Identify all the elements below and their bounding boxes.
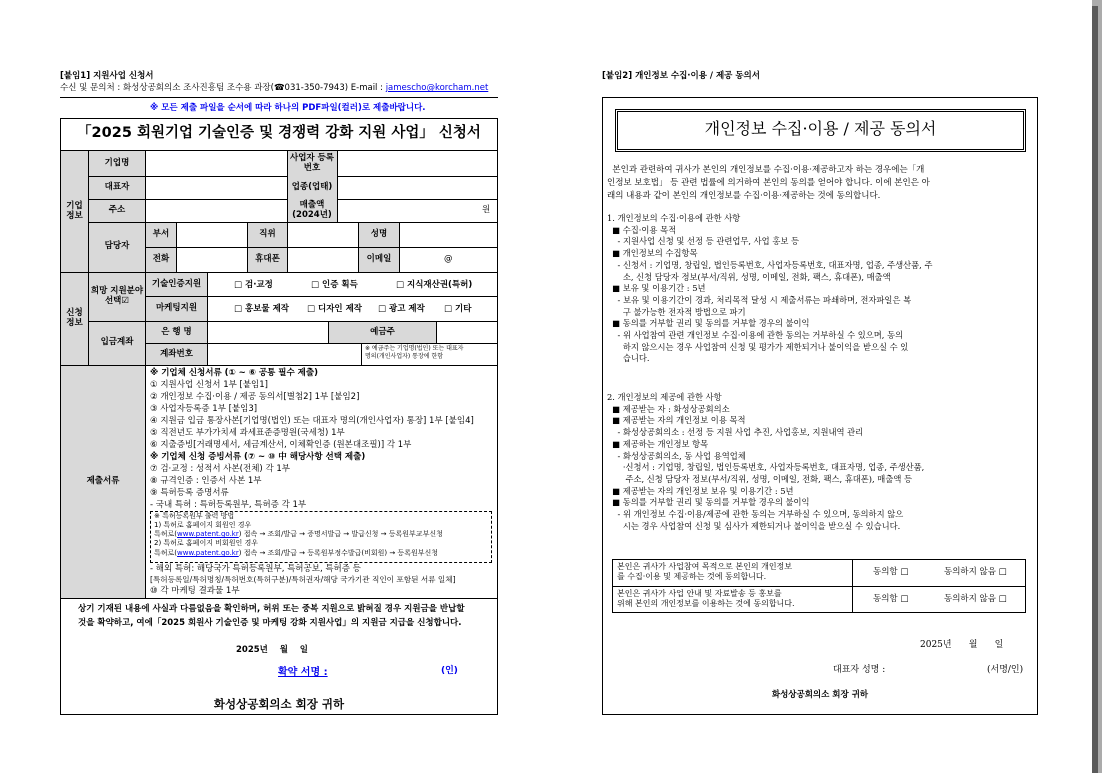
docs-label: 제출서류 [61, 366, 145, 598]
bank-label: 은 행 명 [146, 322, 207, 343]
patent-flow-member: 특허로(www.patent.go.kr) 접속 → 조회/발급 → 증명서발급 → 발급신청 → 등록원부교부신청 [154, 530, 443, 538]
doc-item: ② 개인정보 수집·이용 / 제공 동의서[별첨2] 1부 [붙임2] [150, 392, 360, 402]
section-line: - 화성상공회의소 : 선정 등 지원 사업 추진, 사업홍보, 지원내역 관리 [607, 427, 864, 438]
biz-no-label: 사업자 등록번호 [287, 151, 337, 176]
intro-line: 인정보 보호법」 등 관련 법률에 의거하여 본인의 동의를 얻어야 합니다. 이에 본인은 아 [607, 178, 930, 188]
section-line: ■ 수집·이용 목적 [607, 224, 677, 235]
phone-field[interactable] [177, 248, 247, 272]
patent-flow-guest: 특허로(www.patent.go.kr) 접속 → 조회/발급 → 등록원부정수발급(비회원) → 등록원부신청 [154, 549, 438, 557]
docs-proof-head: ※ 기업체 신청 증빙서류 (⑦ ~ ⑩ 中 해당사항 선택 제출) [150, 452, 366, 462]
account-no-label: 계좌번호 [146, 344, 207, 365]
opt-promo[interactable]: □ 홍보물 제작 [234, 304, 290, 314]
doc-item: ⑤ 직전년도 부가가치세 과세표준증명원(국세청) 1부 [150, 428, 345, 438]
divider [60, 97, 498, 98]
disagree-checkbox-2[interactable]: 동의하지 않음 □ [944, 594, 1007, 604]
section-heading: 2. 개인정보의 제공에 관한 사항 [607, 392, 722, 402]
doc-item: [특허등록일/특허명칭/특허번호(특허구분)/특허권자/해당 국가기관 직인이 포함된 서류 일체] [150, 575, 456, 584]
account-label: 입금계좌 [89, 321, 145, 365]
opt-design[interactable]: □ 디자인 제작 [307, 304, 363, 314]
holder-label: 예금주 [329, 322, 436, 343]
section-line: - 위 사업참여 관련 개인정보 수집·이용에 관한 동의는 거부하실 수 있으며, 동의 [607, 330, 904, 340]
position-label: 직위 [248, 223, 287, 247]
sign-label: 확약 서명 : [278, 667, 328, 678]
industry-label: 업종(업태) [287, 176, 337, 199]
doc-item: ⑦ 검·교정 : 성적서 사본(전체) 각 1부 [150, 464, 290, 474]
right-date: 2025년 월 일 [920, 640, 1004, 650]
section-line: ·신청서 : 기업명, 창립일, 법인등록번호, 사업자등록번호, 대표자명, 업종, 주생산품, [607, 462, 925, 473]
section-line: ■ 제공받는 자의 개인정보 보유 및 이용기간 : 5년 [607, 485, 794, 496]
disagree-checkbox-1[interactable]: 동의하지 않음 □ [944, 567, 1007, 577]
biz-no-field[interactable] [338, 152, 497, 175]
section-line: 구 불가능한 전자적 방법으로 파기 [607, 306, 746, 317]
opt-calibration[interactable]: □ 검·교정 [234, 280, 273, 290]
doc-item: ① 지원사업 신청서 1부 [붙임1] [150, 380, 268, 390]
sales-field[interactable] [338, 200, 478, 221]
sign-seal-mark: (서명/인) [987, 665, 1024, 675]
account-note: ※ 예금주는 기업명(법인) 또는 대표자 명의(개인사업자) 통장에 한함 [365, 345, 464, 361]
form-title: 「2025 회원기업 기술인증 및 경쟁력 강화 지원 사업」 신청서 [77, 125, 481, 141]
consent-statement-2: 본인은 귀사가 사업 안내 및 자료발송 등 홍보를 위해 본인의 개인정보를 이용하는 것에 동의합니다. [617, 589, 795, 609]
section-line: - 화성상공회의소, 동 사업 용역업체 [607, 450, 746, 461]
company-name-label: 기업명 [89, 151, 145, 176]
rep-name-field[interactable] [910, 662, 985, 678]
name-label: 성명 [359, 223, 399, 247]
pledge-line-1: 상기 기재된 내용에 사실과 다름없음을 확인하며, 허위 또는 중복 지원으로 밝혀질 경우 지원금을 반납할 [78, 604, 465, 614]
agree-checkbox-2[interactable]: 동의함 □ [873, 594, 909, 604]
intro-line: 래의 내용과 같이 본인의 개인정보를 수집·이용·제공하는 것에 동의합니다. [607, 191, 881, 201]
doc-item: ⑨ 특허등록 증명서류 [150, 488, 229, 498]
consent-attachment-tag: [붙임2] 개인정보 수집·이용 / 제공 동의서 [602, 71, 760, 81]
section-heading: 1. 개인정보의 수집·이용에 관한 사항 [607, 213, 741, 223]
pdf-notice: ※ 모든 제출 파일을 순서에 따라 하나의 PDF파일(컬러)로 제출바랍니다. [150, 103, 426, 113]
sales-label: 매출액 (2024년) [287, 199, 337, 222]
section-line: ■ 동의를 거부할 권리 및 동의를 거부할 경우의 불이익 [607, 497, 810, 508]
industry-field[interactable] [338, 177, 497, 198]
section-line: ■ 동의를 거부할 권리 및 동의를 거부할 경우의 불이익 [607, 318, 810, 329]
opt-patent[interactable]: □ 지식재산권(특허) [396, 280, 473, 290]
contact-line: 수신 및 문의처 : 화성상공회의소 조사진흥팀 조수용 과장(☎031-350-7943) E-mail : jamescho@korcham.net [60, 83, 489, 93]
account-no-field[interactable] [208, 344, 361, 364]
doc-item: ④ 지원금 입금 통장사본[기업명(법인) 또는 대표자 명의(개인사업자) 통장] 1부 [붙임4] [150, 416, 474, 426]
company-name-field[interactable] [146, 152, 286, 175]
bank-field[interactable] [208, 322, 328, 342]
name-field[interactable] [400, 223, 497, 247]
address-label: 주소 [89, 199, 145, 222]
dept-field[interactable] [177, 223, 247, 247]
dept-label: 부서 [146, 223, 176, 247]
section-line: ■ 개인정보의 수집항목 [607, 248, 698, 259]
email-link[interactable]: jamescho@korcham.net [385, 83, 489, 93]
consent-statement-1: 본인은 귀사가 사업참여 목적으로 본인의 개인정보 를 수집·이용 및 제공하는 것에 동의합니다. [617, 562, 793, 582]
pledge-line-2: 것을 확약하고, 여에「2025 회원사 기술인증 및 마케팅 강화 지원사업」의 지원금 지급을 신청합니다. [78, 618, 462, 628]
ceo-label: 대표자 [89, 176, 145, 199]
doc-item: ⑥ 지출증빙[거래명세서, 세금계산서, 이체확인증 (원본대조필)] 각 1부 [150, 440, 412, 450]
apply-section-label: 신청 정보 [61, 273, 88, 365]
section-line: 시는 경우 사업참여 신청 및 심사가 제한되거나 불이익을 받으실 수 있습니다. [607, 520, 901, 531]
patent-box-guest: 2) 특허로 홈페이지 비회원인 경우 [154, 539, 258, 547]
section-line: ■ 제공받는 자의 개인정보 이용 목적 [607, 415, 746, 426]
left-date: 2025년 월 일 [236, 645, 308, 655]
section-line: - 지원사업 신청 및 선정 등 관련업무, 사업 홍보 등 [607, 236, 800, 247]
right-addressee: 화성상공회의소 회장 귀하 [771, 690, 869, 700]
patent-link[interactable]: www.patent.go.kr [177, 530, 239, 538]
doc-item: ⑧ 규격인증 : 인증서 사본 1부 [150, 476, 262, 486]
patent-link[interactable]: www.patent.go.kr [177, 549, 239, 557]
section-line: 주소, 신청 담당자 정보(부서/직위, 성명, 이메일, 전화, 팩스, 휴대폰), 매출액 등 [607, 473, 912, 484]
phone-label: 전화 [146, 248, 176, 272]
doc-item: ③ 사업자등록증 1부 [붙임3] [150, 404, 258, 414]
manager-label: 담당자 [89, 222, 145, 272]
intro-line: 본인과 관련하여 귀사가 본인의 개인정보를 수집·이용·제공하고자 하는 경우에는「개 [607, 165, 925, 175]
sign-field[interactable] [335, 665, 435, 681]
doc-item: ⑩ 각 마케팅 결과물 1부 [150, 586, 240, 596]
apply-field-label: 희망 지원분야 선택☑ [89, 273, 145, 321]
marketing-support-label: 마케팅지원 [146, 297, 207, 321]
left-addressee: 화성상공회의소 회장 귀하 [213, 697, 345, 711]
agree-checkbox-1[interactable]: 동의함 □ [873, 567, 909, 577]
section-line: 소, 신청 담당자 정보(부서/직위, 성명, 이메일, 전화, 팩스, 휴대폰), 매출액 [607, 271, 891, 282]
page-shadow [1092, 6, 1098, 773]
section-line: ■ 보유 및 이용기간 : 5년 [607, 283, 706, 294]
opt-other[interactable]: □ 기타 [444, 304, 472, 314]
doc-item: - 국내 특허 : 특허등록원부, 특허증 각 1부 [150, 500, 307, 510]
section-line: - 신청서 : 기업명, 창립일, 법인등록번호, 사업자등록번호, 대표자명, 업종, 주생산품, 주 [607, 259, 933, 270]
email-label: 이메일 [359, 248, 399, 272]
at-sign: @ [444, 254, 453, 264]
section-line: 습니다. [607, 353, 650, 364]
won-unit: 원 [482, 205, 491, 215]
patent-box-member: 1) 특허로 홈페이지 회원인 경우 [154, 521, 252, 529]
rep-name-label: 대표자 성명 : [833, 665, 886, 675]
tech-support-label: 기술인증지원 [146, 273, 207, 296]
opt-certification[interactable]: □ 인증 획득 [311, 280, 358, 290]
holder-field[interactable] [437, 322, 497, 342]
section-line: 하지 않으시는 경우 사업참여 신청 및 평가가 제한되거나 불이익을 받으실 수 있 [607, 341, 909, 352]
opt-ad[interactable]: □ 광고 제작 [378, 304, 425, 314]
consent-title: 개인정보 수집·이용 / 제공 동의서 [704, 119, 937, 138]
section-line: ■ 제공하는 개인정보 항목 [607, 438, 709, 449]
docs-common-head: ※ 기업체 신청서류 (① ~ ⑥ 공통 필수 제출) [150, 368, 318, 378]
seal-mark: (인) [441, 666, 458, 676]
ceo-field[interactable] [146, 177, 286, 198]
address-field[interactable] [146, 200, 286, 221]
company-section-label: 기업 정보 [61, 151, 88, 272]
mobile-field[interactable] [288, 248, 358, 272]
position-field[interactable] [288, 223, 358, 247]
mobile-label: 휴대폰 [248, 248, 287, 272]
patent-box-head: ※ 특허등록원부 출력 방법 [154, 512, 235, 520]
attachment-tag: [붙임1] 지원사업 신청서 [60, 71, 154, 81]
section-line: - 위 개인정보 수집·이용/제공에 관한 동의는 거부하실 수 있으며, 동의하지 않으 [607, 509, 904, 519]
section-line: - 보유 및 이용기간이 경과, 처리목적 달성 시 제출서류는 파쇄하며, 전자파일은 복 [607, 294, 912, 305]
section-line: ■ 제공받는 자 : 화성상공회의소 [607, 403, 730, 414]
doc-item: - 해외 특허: 해당국가 특허등록원부, 특허공보, 특허증 등 [150, 564, 361, 574]
